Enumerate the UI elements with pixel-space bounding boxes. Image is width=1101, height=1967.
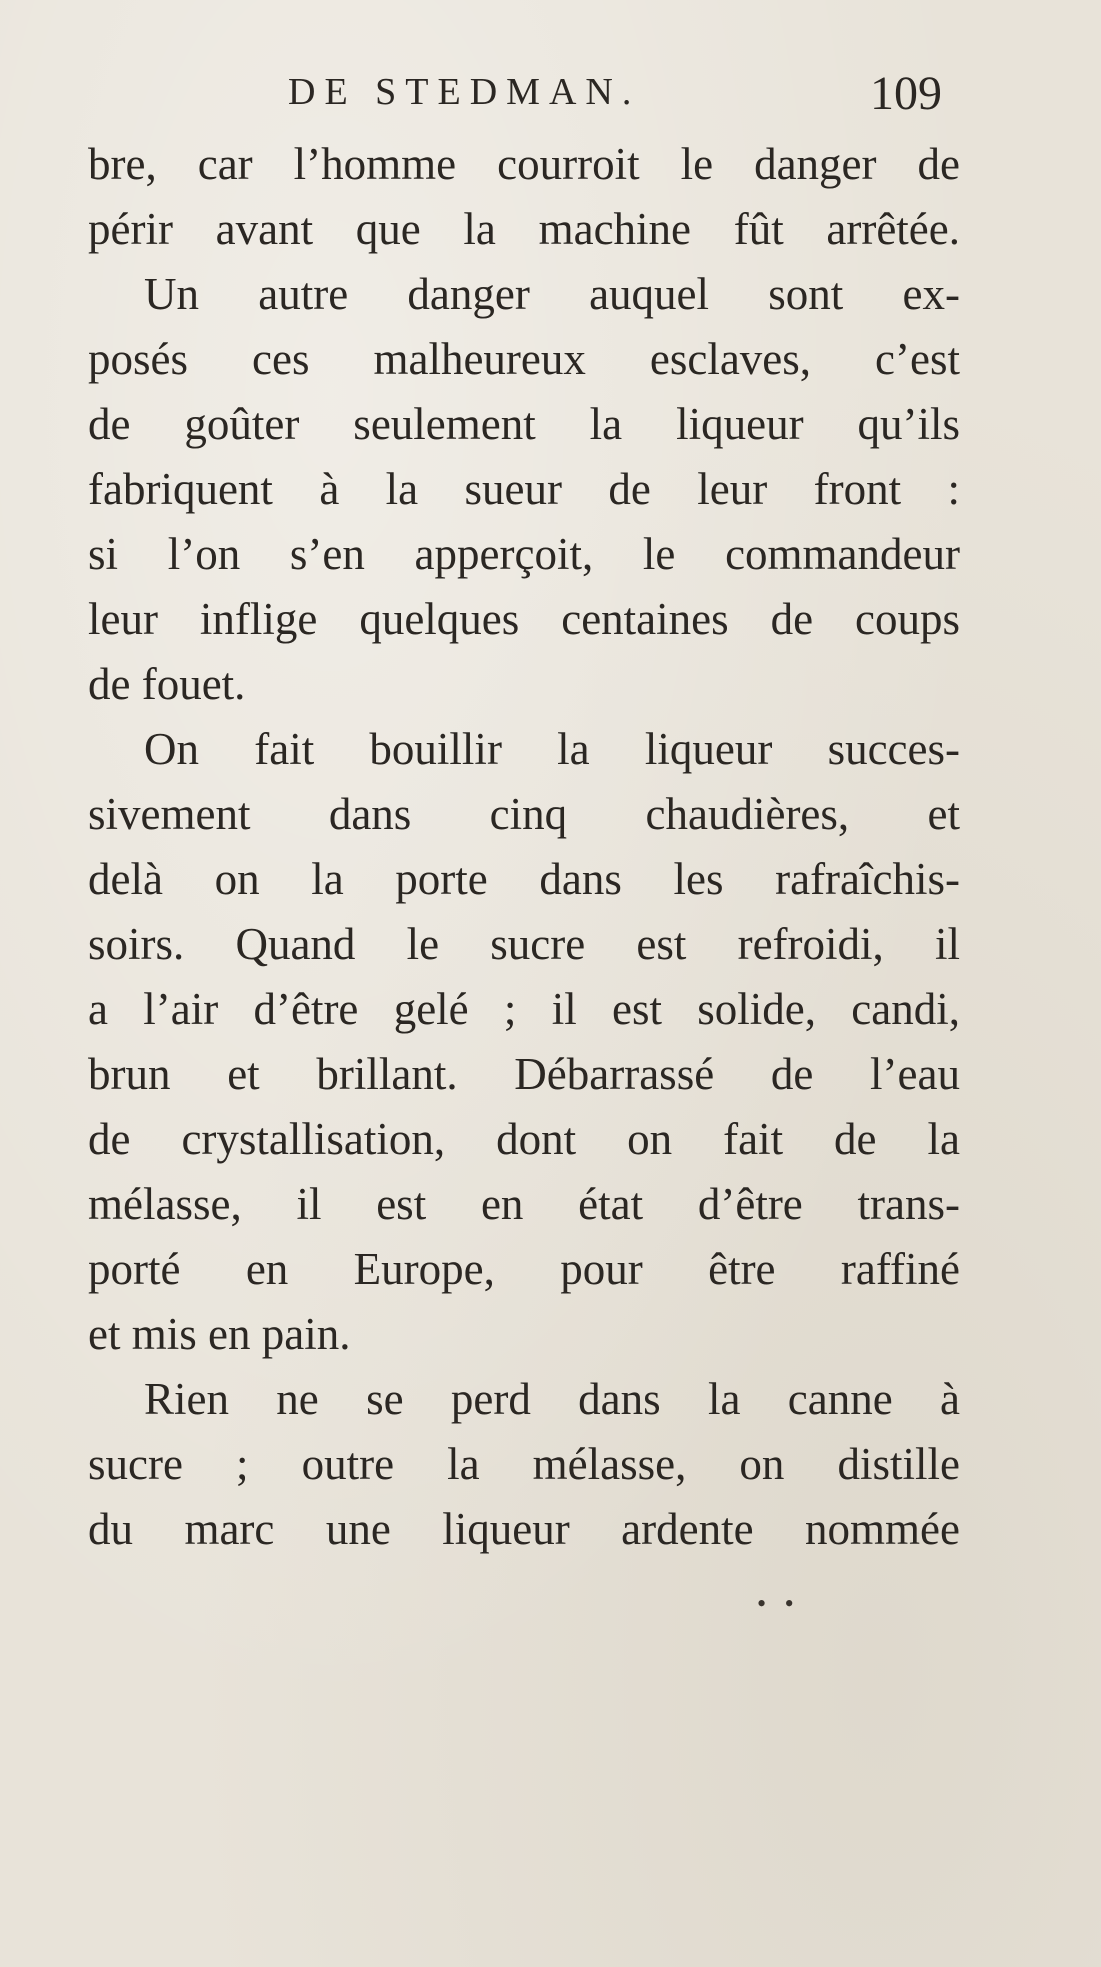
signature-mark: • • <box>757 1589 800 1618</box>
text-line: si l’on s’en apperçoit, le commandeur <box>88 529 960 579</box>
text-line: leur inflige quelques centaines de coups <box>88 594 960 644</box>
text-line: mélasse, il est en état d’être trans- <box>88 1179 960 1229</box>
running-head <box>288 67 958 120</box>
text-line: de crystallisation, dont on fait de la <box>88 1114 960 1164</box>
text-line: brun et brillant. Débarrassé de l’eau <box>88 1049 960 1099</box>
page-number: 109 <box>870 67 942 120</box>
text-line: sucre ; outre la mélasse, on distille <box>88 1439 960 1489</box>
paragraph-last-line: et mis en pain. <box>88 1309 351 1359</box>
text-line: du marc une liqueur ardente nommée <box>88 1504 960 1554</box>
paragraph-last-line: de fouet. <box>88 659 246 709</box>
text-line: soirs. Quand le sucre est refroidi, il <box>88 919 960 969</box>
text-line: périr avant que la machine fût arrêtée. <box>88 204 960 254</box>
paragraph-first-line: On fait bouillir la liqueur succes- <box>144 724 960 774</box>
body-text <box>88 132 960 1562</box>
paragraph-first-line: Rien ne se perd dans la canne à <box>144 1374 960 1424</box>
text-line: posés ces malheureux esclaves, c’est <box>88 334 960 384</box>
text-line: de goûter seulement la liqueur qu’ils <box>88 399 960 449</box>
text-line: bre, car l’homme courroit le danger de <box>88 139 960 189</box>
text-line: fabriquent à la sueur de leur front : <box>88 464 960 514</box>
text-line: delà on la porte dans les rafraîchis- <box>88 854 960 904</box>
text-line: a l’air d’être gelé ; il est solide, candi, <box>88 984 960 1034</box>
paragraph-first-line: Un autre danger auquel sont ex- <box>144 269 960 319</box>
running-title: DE STEDMAN. <box>288 71 641 113</box>
text-line: porté en Europe, pour être raffiné <box>88 1244 960 1294</box>
text-line: sivement dans cinq chaudières, et <box>88 789 960 839</box>
